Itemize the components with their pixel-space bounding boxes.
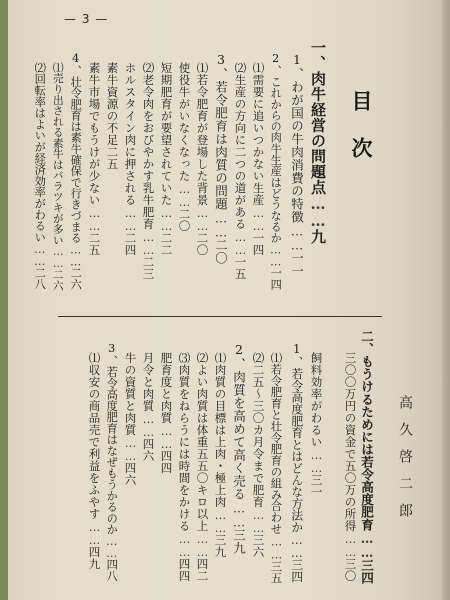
- toc-title: 目次: [349, 90, 374, 184]
- toc-entry-text: 飼料効率がわるい: [309, 352, 324, 448]
- toc-entry: [106, 342, 117, 581]
- toc-entry-text: ⑶肉質をねらうには時間をかける: [177, 352, 192, 532]
- leader-dots: ……: [123, 436, 138, 462]
- leader-dots: ……: [87, 206, 102, 232]
- leader-dots: ……: [33, 242, 47, 267]
- toc-entry: [124, 62, 136, 256]
- leader-dots: ……: [309, 195, 327, 229]
- leader-dots: ……: [289, 223, 305, 252]
- toc-page-number: 三〇: [343, 558, 358, 582]
- leader-dots: ……: [213, 210, 229, 239]
- toc-page-number: 三四: [359, 558, 375, 584]
- toc-entry-text: 月令と肉質: [141, 352, 156, 412]
- leader-dots: ……: [105, 534, 119, 559]
- toc-page-number: 一四: [251, 232, 266, 256]
- toc-entry: [178, 352, 190, 582]
- toc-entry-text: 3、若令高度肥育はなぜもうかるのか: [105, 342, 119, 535]
- toc-entry: [160, 352, 172, 474]
- leader-dots: ……: [343, 532, 358, 558]
- leader-dots: ……: [159, 424, 174, 450]
- toc-entry-text: 1、わが国の牛肉消費の特徴: [289, 52, 305, 224]
- leader-dots: ……: [177, 182, 192, 208]
- toc-entry: [70, 52, 81, 290]
- toc-entry: [310, 40, 325, 245]
- toc-page-number: 三九: [231, 528, 247, 555]
- toc-entry: [290, 52, 303, 278]
- toc-entry-text: 2、肉質を高めて高く売る: [231, 342, 247, 501]
- leader-dots: ……: [141, 230, 156, 256]
- leader-dots: ……: [289, 532, 304, 559]
- leader-dots: ……: [309, 448, 324, 474]
- toc-page-number: 三一: [309, 474, 324, 498]
- toc-page-number: 三六: [251, 534, 266, 558]
- leader-dots: ……: [177, 532, 192, 558]
- section-divider: [58, 316, 382, 317]
- toc-entry: [160, 62, 172, 256]
- toc-entry: [106, 62, 118, 170]
- toc-page-number: 二六: [69, 267, 83, 290]
- toc-page-number: 二〇: [195, 232, 210, 256]
- toc-entry: [52, 62, 63, 291]
- leader-dots: ……: [231, 500, 247, 529]
- toc-entry-text: ⑴若令肥育が登場した背景: [195, 62, 210, 206]
- toc-page-number: 二八: [33, 266, 47, 290]
- toc-page-number: 四八: [105, 558, 119, 582]
- toc-page-number: 四二: [195, 558, 210, 582]
- toc-entry-text: ⑴需要に追いつかない生産: [251, 62, 266, 206]
- toc-page-number: 四四: [177, 558, 192, 582]
- toc-entry-text: ⑵老令肉をおびやかす乳牛肥育: [141, 62, 156, 230]
- toc-page-number: 二五: [87, 232, 102, 256]
- leader-dots: ……: [359, 530, 375, 559]
- toc-entry-text: 1、若令高度肥育とはどんな方法か: [289, 342, 304, 533]
- toc-entry: [88, 352, 100, 570]
- toc-entry-text: 4、壮令肥育は素牛確保で行きづまる: [69, 52, 83, 244]
- toc-entry: [142, 62, 154, 280]
- leader-dots: ……: [195, 532, 210, 558]
- toc-entry: [234, 62, 246, 280]
- toc-entry-text: ⑵よい肉質は体重五五〇キロ以上: [195, 352, 210, 532]
- toc-page-number: 三九: [213, 534, 228, 558]
- page-number: — 3 —: [64, 12, 109, 26]
- toc-entry-text: 使役牛がいなくなった: [177, 62, 192, 182]
- leader-dots: ……: [233, 230, 248, 256]
- toc-entry-text: 肥育度と肉質: [159, 352, 174, 424]
- toc-entry-text: ⑴収安の商品売で利益をふやす: [87, 352, 102, 520]
- toc-entry: [270, 52, 281, 290]
- toc-entry: [269, 352, 284, 584]
- toc-entry-text: ⑴若令肥育と壮令肥育の組み合わせ: [269, 352, 284, 535]
- toc-entry-text: 二、もうけるためには若令高度肥育: [359, 330, 375, 531]
- toc-page-number: 二二: [159, 232, 174, 256]
- toc-page-number: 三四: [289, 558, 304, 583]
- toc-page-number: 一一: [289, 251, 305, 278]
- toc-entry-text: ⑵二五～三〇カ月令まで肥育: [251, 352, 266, 508]
- toc-page-number: 四四: [159, 450, 174, 474]
- toc-entry-text: 短期肥育が要望されていた: [159, 62, 174, 206]
- toc-entry: [310, 352, 322, 498]
- toc-entry: [142, 352, 154, 462]
- leader-dots: ……: [195, 206, 210, 232]
- toc-entry: [178, 62, 190, 232]
- leader-dots: ……: [141, 412, 156, 438]
- toc-entry: [34, 62, 45, 289]
- leader-dots: ……: [159, 206, 174, 232]
- toc-page-number: 四六: [141, 438, 156, 462]
- page-gutter: [0, 0, 8, 600]
- page-edge: [442, 0, 450, 600]
- toc-entry-text: 一、肉牛経営の問題点: [309, 40, 327, 195]
- toc-entry-text: 2、これからの肉牛生産はどうなるか: [269, 52, 283, 244]
- toc-entry-text: 牛の資質と肉質: [123, 352, 138, 436]
- toc-page-number: 二〇: [177, 208, 192, 232]
- toc-entry: [344, 352, 356, 582]
- toc-entry-text: ⑵生産の方向に二つの道がある: [233, 62, 248, 230]
- leader-dots: ……: [251, 206, 266, 232]
- toc-page-number: 二五: [105, 146, 120, 170]
- leader-dots: ……: [269, 243, 283, 268]
- toc-entry: [214, 52, 227, 265]
- toc-page-number: 二四: [123, 232, 138, 256]
- toc-entry: [88, 62, 100, 256]
- toc-page-number: 九: [309, 229, 327, 245]
- toc-page-number: 四六: [123, 462, 138, 486]
- leader-dots: ……: [69, 243, 83, 268]
- toc-entry: [360, 330, 373, 584]
- toc-entry-text: 三〇〇万円の資金で五〇万の所得: [343, 352, 358, 532]
- toc-entry: [252, 62, 264, 256]
- toc-page-number: 二六: [51, 269, 65, 291]
- toc-entry-text: ホルスタイン肉に押される: [123, 62, 138, 206]
- toc-entry: [196, 352, 208, 582]
- toc-entry-text: 3、若令肥育は肉質の問題: [213, 52, 229, 211]
- toc-entry: [232, 342, 245, 555]
- toc-page-number: 二三: [141, 256, 156, 280]
- leader-dots: ……: [213, 508, 228, 534]
- leader-dots: ……: [87, 520, 102, 546]
- toc-entry-text: ⑴肉質の目標は上肉・極上肉: [213, 352, 228, 508]
- leader-dots: ……: [269, 534, 284, 561]
- author-name: 高久啓二郎: [397, 395, 413, 530]
- toc-entry-text: 素牛市場でもうけが少ない: [87, 62, 102, 206]
- toc-entry: [196, 62, 208, 256]
- toc-page-number: 三五: [269, 560, 284, 584]
- leader-dots: ……: [251, 508, 266, 534]
- leader-dots: ……: [123, 206, 138, 232]
- toc-page-number: 四九: [87, 546, 102, 570]
- leader-dots: ……: [51, 245, 65, 270]
- toc-entry: [214, 352, 226, 558]
- toc-entry: [290, 342, 302, 582]
- toc-page-number: 一五: [233, 256, 248, 280]
- toc-entry-text: ⑵回転率はよいが経済効率がわるい: [33, 62, 47, 243]
- toc-entry: [124, 352, 136, 486]
- toc-entry-text: 素牛資源の不足: [105, 62, 120, 146]
- toc-page-number: 一四: [269, 267, 283, 290]
- toc-entry: [252, 352, 264, 558]
- toc-entry-text: ⑴売り出される素牛はバラツキが多い: [51, 62, 65, 246]
- toc-page-number: 二〇: [213, 238, 229, 265]
